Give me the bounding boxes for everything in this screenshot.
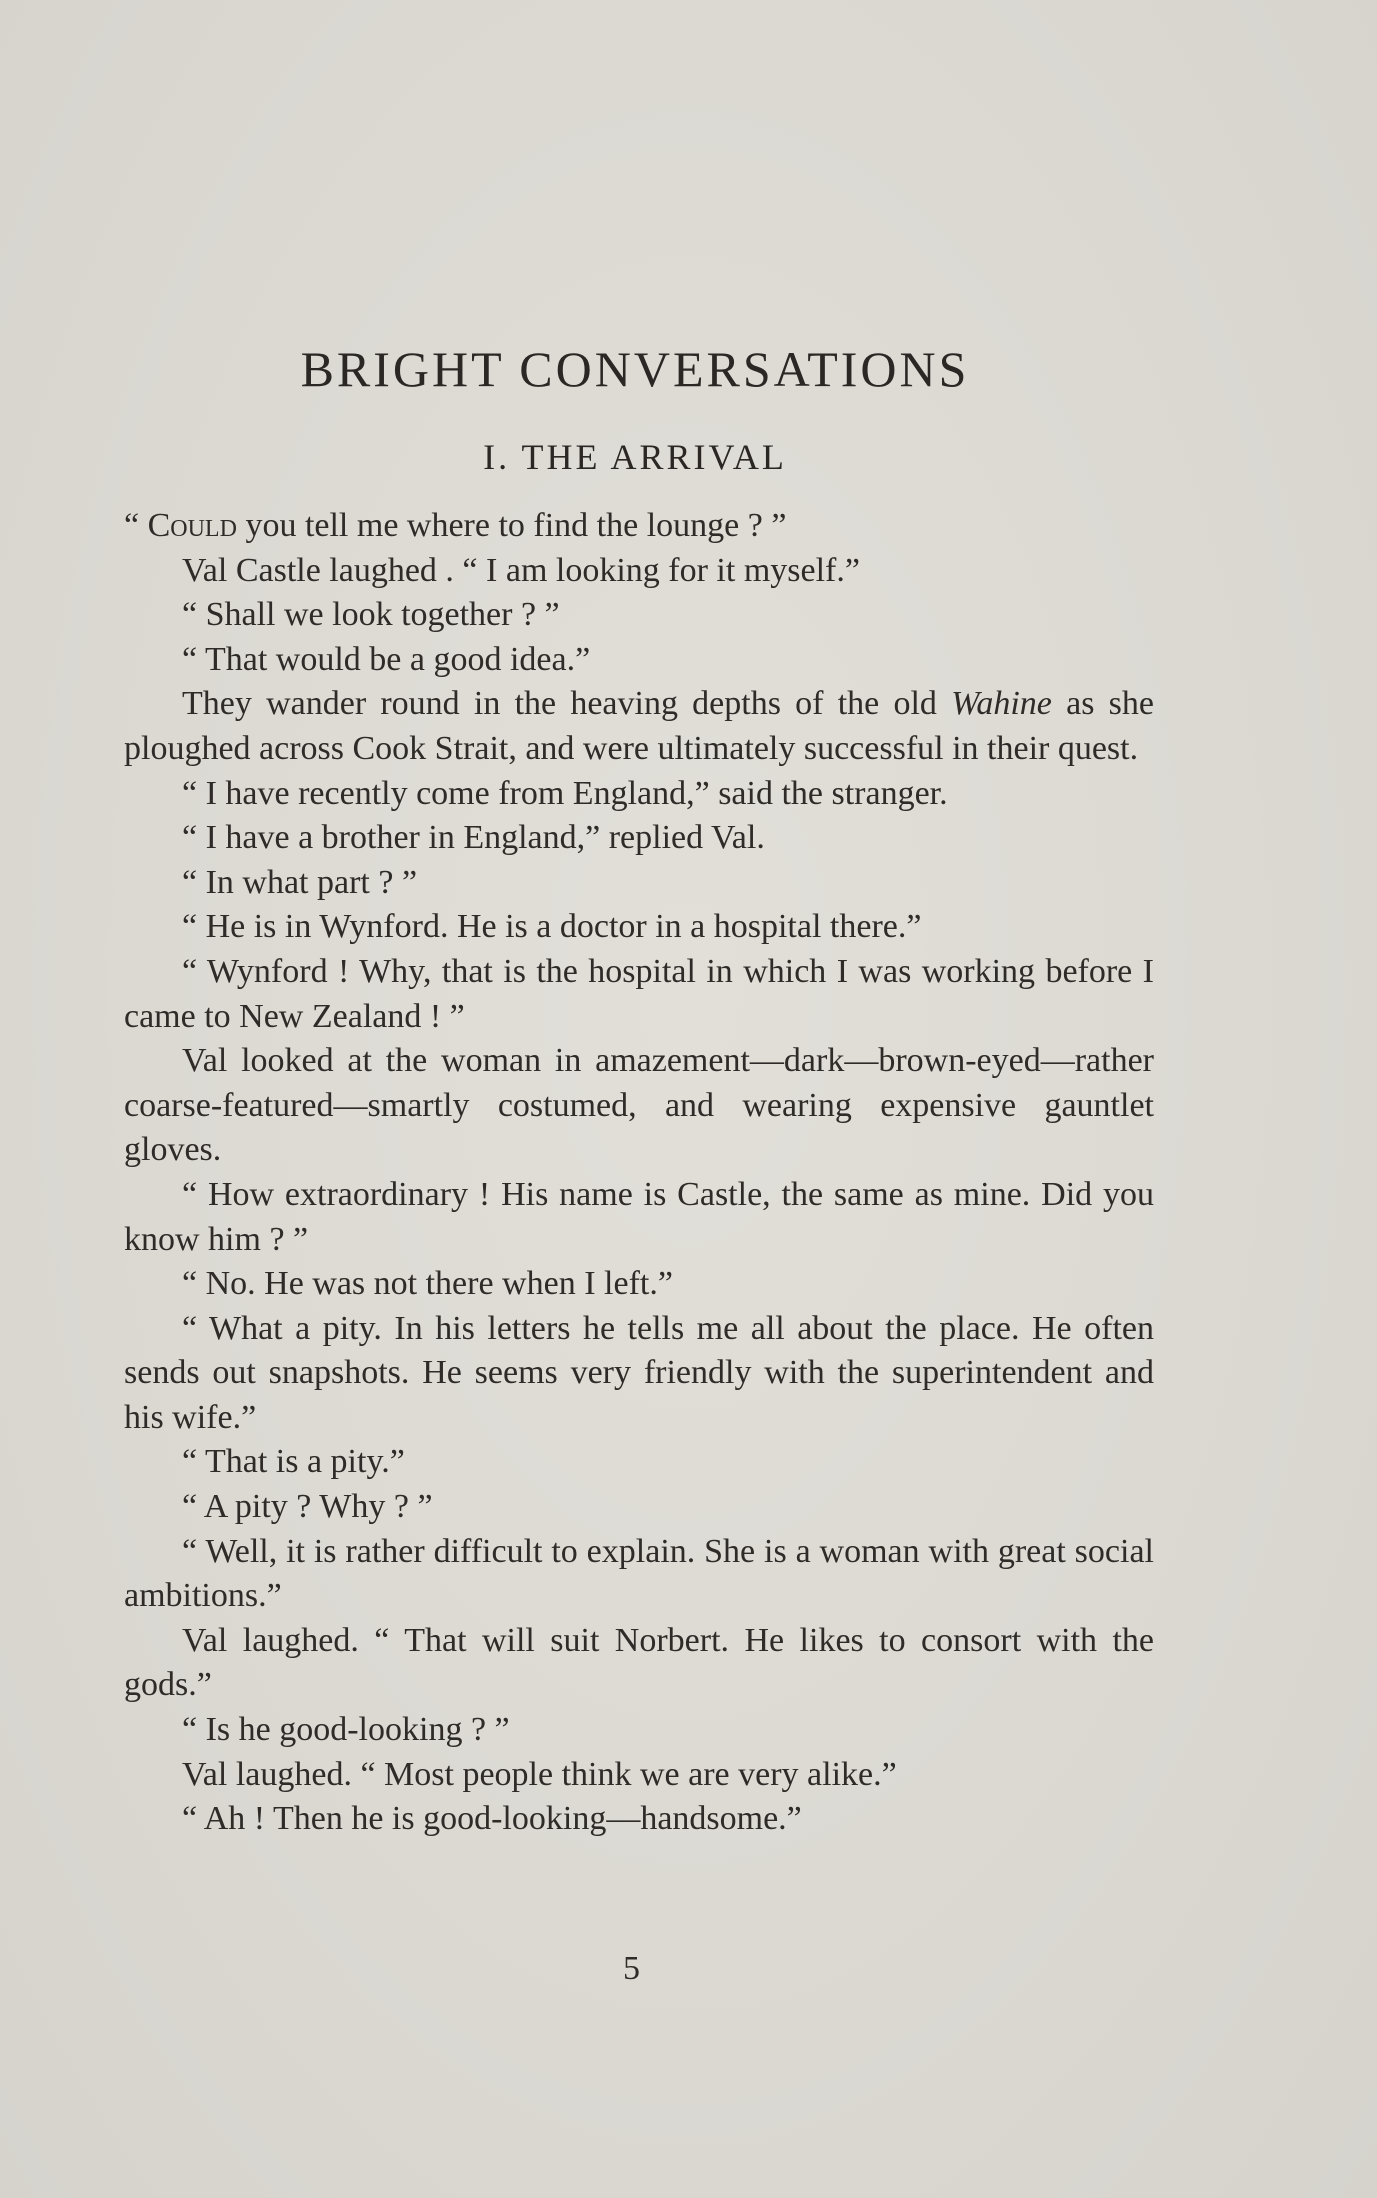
body-text — [124, 504, 1154, 1842]
paragraph: Val laughed. “ Most people think we are very alike.” — [182, 1755, 897, 1793]
page-title: BRIGHT CONVERSATIONS — [300, 341, 970, 397]
paragraph: “ Ah ! Then he is good-looking—handsome.” — [182, 1800, 802, 1838]
paragraph: “ I have a brother in England,” replied Val. — [182, 819, 765, 857]
paragraph-text: They wander round in the heaving depths of the old — [182, 685, 952, 723]
paragraph: “ A pity ? Why ? ” — [182, 1488, 433, 1526]
paragraph: “ That would be a good idea.” — [182, 640, 591, 678]
paragraph: “ Well, it is rather difficult to explain. She is a woman with great social ambitions.” — [124, 1532, 1154, 1615]
paragraph — [124, 682, 1154, 771]
paragraph: Val Castle laughed . “ I am looking for it myself.” — [182, 551, 860, 589]
paragraph: “ How extraordinary ! His name is Castle, the same as mine. Did you know him ? ” — [124, 1175, 1154, 1258]
paragraph: “ In what part ? ” — [182, 863, 418, 901]
page-number: 5 — [623, 1950, 640, 1987]
paragraph — [124, 504, 1154, 549]
paragraph-text: as she ploughed across Cook Strait, and were ultimately successful in their quest. — [124, 685, 1154, 767]
paragraph: “ What a pity. In his letters he tells me all about the place. He often sends out snapshots. He seems very friendly with the superintendent and his wife.” — [124, 1309, 1154, 1436]
ship-name: Wahine — [951, 685, 1052, 723]
paragraph: Val laughed. “ That will suit Norbert. He likes to consort with the gods.” — [124, 1621, 1154, 1704]
paragraph: Val looked at the woman in amazement—dark—brown-eyed—rather coarse-featured—smartly costumed, and wearing expensive gauntlet gloves. — [124, 1042, 1154, 1169]
paragraph: “ He is in Wynford. He is a doctor in a hospital there.” — [182, 908, 922, 946]
paragraph: “ Is he good-looking ? ” — [182, 1711, 510, 1749]
chapter-heading: I. THE ARRIVAL — [483, 437, 787, 477]
paragraph-text: you tell me where to find the lounge ? ” — [236, 507, 787, 544]
paragraph: “ No. He was not there when I left.” — [182, 1265, 673, 1303]
paragraph: “ Wynford ! Why, that is the hospital in which I was working before I came to New Zealand ! ” — [124, 952, 1154, 1035]
paragraph: “ Shall we look together ? ” — [182, 596, 560, 634]
opening-quote: “ — [124, 507, 148, 544]
paragraph: “ That is a pity.” — [182, 1443, 405, 1481]
paragraph: “ I have recently come from England,” said the stranger. — [182, 774, 948, 812]
small-caps-opening-word: Could — [147, 507, 237, 544]
